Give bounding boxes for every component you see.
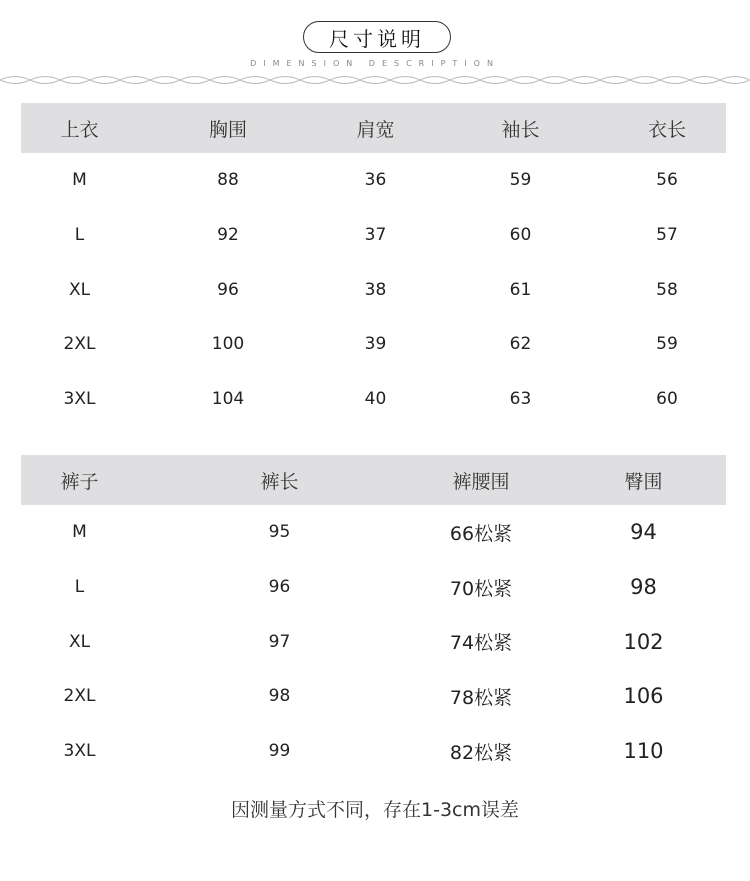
table-cell: L	[74, 577, 85, 598]
table-cell: 94	[630, 520, 657, 545]
table-cell: 3XL	[63, 741, 96, 762]
table-cell: 110	[623, 739, 664, 764]
table-header	[21, 455, 726, 505]
table-cell: 59	[656, 334, 678, 355]
table-row	[21, 505, 726, 560]
page-title: 尺寸说明	[303, 21, 451, 53]
header-cell: 臀围	[624, 470, 663, 493]
table-cell: 40	[364, 389, 387, 410]
header-cell: 胸围	[208, 118, 247, 141]
decorative-wave-divider	[0, 72, 750, 88]
table-cell: 61	[509, 279, 532, 300]
table-cell: 62	[509, 334, 532, 355]
table-cell: 63	[509, 389, 532, 410]
table-cell: 96	[217, 279, 239, 300]
table-row	[21, 262, 726, 317]
header-cell: 衣长	[647, 118, 686, 141]
table-cell: L	[74, 225, 85, 246]
table-cell: 38	[364, 279, 387, 300]
table-row	[21, 153, 726, 208]
table-cell: 98	[630, 575, 657, 600]
table-cell: 106	[623, 684, 664, 709]
table-row	[21, 560, 726, 615]
table-cell: 74松紧	[449, 632, 513, 655]
table-cell: 2XL	[63, 334, 96, 355]
table-cell: 2XL	[63, 686, 96, 707]
table-row	[21, 372, 726, 427]
table-cell: 82松紧	[449, 741, 513, 764]
header-cell: 肩宽	[356, 118, 395, 141]
table-cell: 60	[656, 389, 678, 410]
table-cell: 95	[268, 522, 291, 543]
table-cell: 36	[364, 170, 387, 191]
table-row	[21, 208, 726, 263]
table-cell: XL	[68, 631, 91, 652]
header-cell: 上衣	[60, 118, 99, 141]
table-row	[21, 724, 726, 779]
page-subtitle: DIMENSION DESCRIPTION	[250, 59, 500, 68]
table-cell: 3XL	[63, 389, 96, 410]
top-size-table	[21, 103, 726, 426]
table-cell: 59	[509, 170, 532, 191]
table-cell: M	[72, 522, 87, 543]
header-cell: 裤子	[60, 470, 99, 493]
table-cell: 78松紧	[449, 686, 513, 709]
table-cell: 88	[217, 170, 239, 191]
table-cell: 100	[211, 334, 245, 355]
table-cell: 97	[268, 631, 291, 652]
table-cell: 102	[623, 629, 664, 654]
table-cell: 92	[217, 225, 239, 246]
header-cell: 袖长	[501, 118, 540, 141]
table-row	[21, 614, 726, 669]
pants-size-table	[21, 455, 726, 778]
table-row	[21, 669, 726, 724]
table-cell: 37	[364, 225, 387, 246]
table-cell: 57	[656, 225, 678, 246]
table-cell: 60	[509, 225, 532, 246]
table-cell: M	[72, 170, 87, 191]
table-cell: 96	[268, 577, 291, 598]
header-cell: 裤长	[260, 470, 299, 493]
table-cell: XL	[68, 279, 91, 300]
table-cell: 56	[656, 170, 678, 191]
table-cell: 104	[211, 389, 245, 410]
table-cell: 39	[364, 334, 387, 355]
table-row	[21, 317, 726, 372]
table-cell: 99	[268, 741, 291, 762]
table-cell: 58	[656, 279, 678, 300]
header-cell: 裤腰围	[452, 470, 510, 493]
table-header	[21, 103, 726, 153]
table-cell: 98	[268, 686, 291, 707]
table-cell: 70松紧	[449, 577, 513, 600]
measurement-note: 因测量方式不同，存在1-3cm误差	[231, 799, 519, 821]
table-cell: 66松紧	[449, 522, 513, 545]
